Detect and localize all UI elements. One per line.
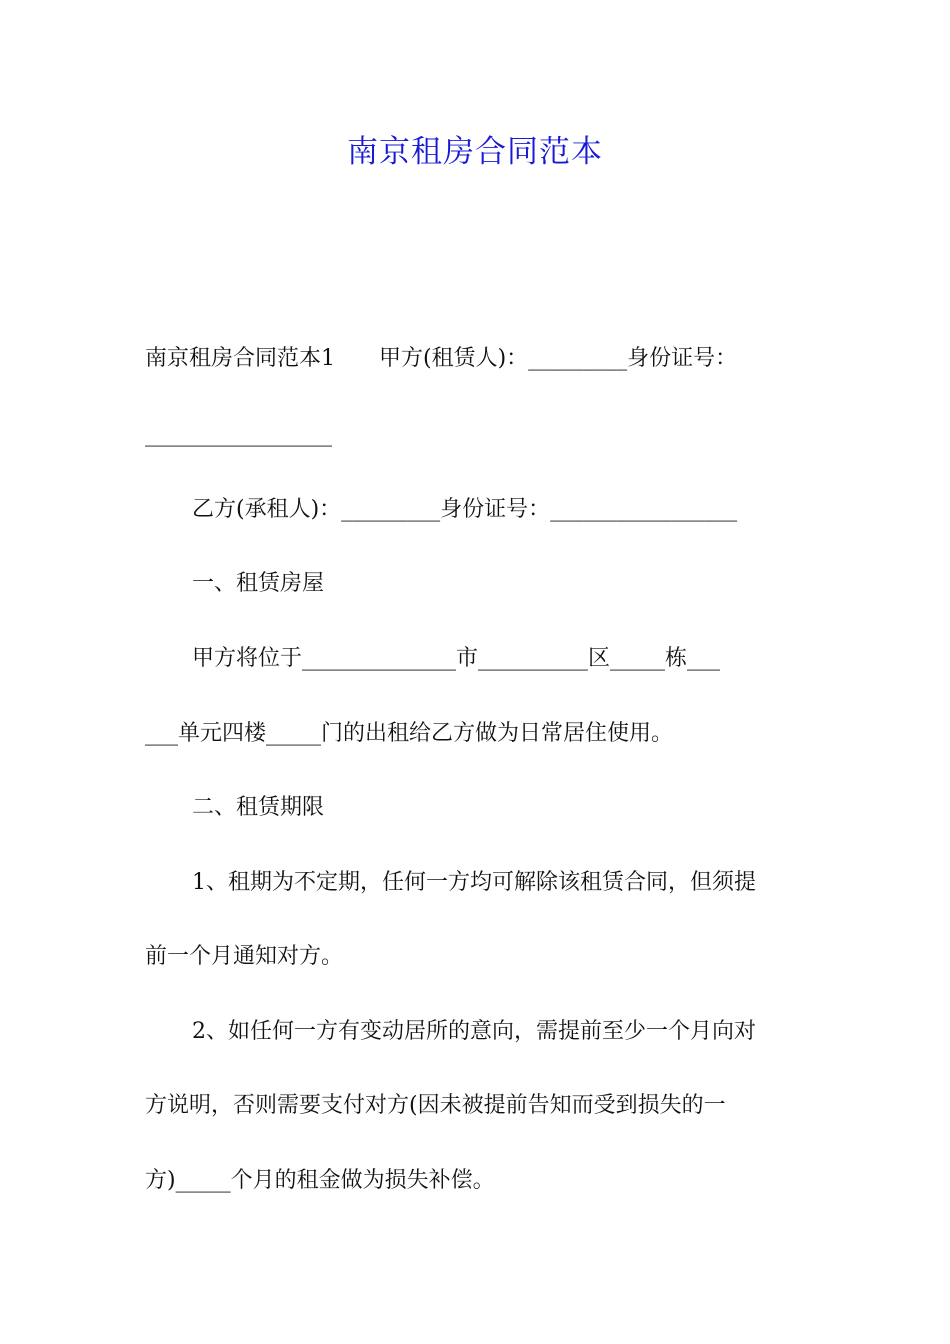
clause-1-line-1: 1、租期为不定期，任何一方均可解除该租赁合同，但须提 [192,870,756,895]
party-a-id-blank: _________________ [145,422,332,447]
clause-1-line-2: 前一个月通知对方。 [145,944,344,969]
document-title: 南京租房合同范本 [347,134,603,170]
party-a-line: 南京租房合同范本1 甲方(租赁人)：_________身份证号： [145,346,738,371]
section-1-heading: 一、租赁房屋 [192,571,325,596]
party-b-line: 乙方(承租人)：_________身份证号：_________________ [192,497,738,522]
property-line-1: 甲方将位于______________市__________区_____栋___ [192,646,721,671]
clause-2-line-3: 方)_____个月的租金做为损失补偿。 [145,1168,495,1193]
section-2-heading: 二、租赁期限 [192,795,325,820]
clause-2-line-2: 方说明，否则需要支付对方(因未被提前告知而受到损失的一 [145,1093,726,1118]
clause-2-line-1: 2、如任何一方有变动居所的意向，需提前至少一个月向对 [192,1019,756,1044]
property-line-2: ___单元四楼_____门的出租给乙方做为日常居住使用。 [145,721,674,746]
